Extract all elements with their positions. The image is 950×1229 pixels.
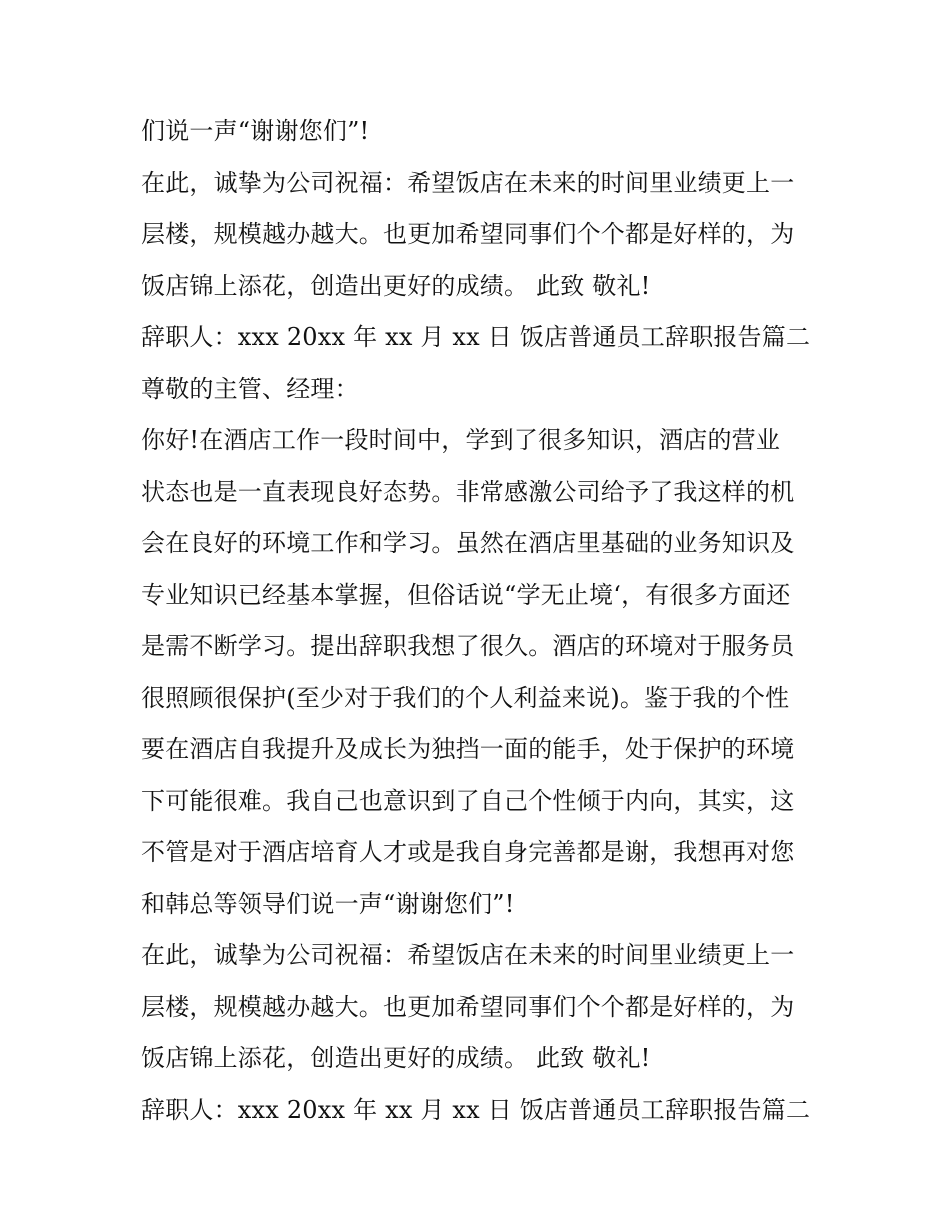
text-line: 在此，诚挚为公司祝福：希望饭店在未来的时间里业绩更上一: [141, 168, 795, 197]
text-line: 饭店锦上添花，创造出更好的成绩。 此致 敬礼!: [141, 1044, 651, 1072]
text-line: 专业知识已经基本掌握，但俗话说“学无止境‘，有很多方面还: [141, 580, 791, 609]
text-line: 们说一声“谢谢您们”!: [141, 117, 370, 145]
text-line: 是需不断学习。提出辞职我想了很久。酒店的环境对于服务员: [141, 632, 795, 660]
text-line: 状态也是一直表现良好态势。非常感激公司给予了我这样的机: [141, 477, 795, 506]
text-line: 尊敬的主管、经理：: [141, 374, 359, 403]
text-line: 会在良好的环境工作和学习。虽然在酒店里基础的业务知识及: [141, 529, 795, 557]
text-line: 和韩总等领导们说一声“谢谢您们”!: [141, 889, 515, 918]
text-line: 在此，诚挚为公司祝福：希望饭店在未来的时间里业绩更上一: [141, 941, 795, 969]
text-line: 辞职人：xxx 20xx 年 xx 月 xx 日 饭店普通员工辞职报告篇二: [141, 323, 811, 351]
text-line: 要在酒店自我提升及成长为独挡一面的能手，处于保护的环境: [141, 735, 795, 763]
text-line: 辞职人：xxx 20xx 年 xx 月 xx 日 饭店普通员工辞职报告篇二: [141, 1095, 811, 1124]
text-line: 下可能很难。我自己也意识到了自己个性倾于内向，其实，这: [141, 786, 795, 815]
text-line: 很照顾很保护(至少对于我们的个人利益来说)。鉴于我的个性: [141, 683, 790, 712]
text-line: 不管是对于酒店培育人才或是我自身完善都是谢，我想再对您: [141, 838, 795, 866]
text-line: 层楼，规模越办越大。也更加希望同事们个个都是好样的，为: [141, 992, 795, 1021]
text-line: 层楼，规模越办越大。也更加希望同事们个个都是好样的，为: [141, 220, 795, 248]
text-line: 你好!在酒店工作一段时间中，学到了很多知识，酒店的营业: [141, 426, 781, 454]
text-line: 饭店锦上添花，创造出更好的成绩。 此致 敬礼!: [141, 271, 651, 300]
document-body: [141, 106, 831, 1136]
